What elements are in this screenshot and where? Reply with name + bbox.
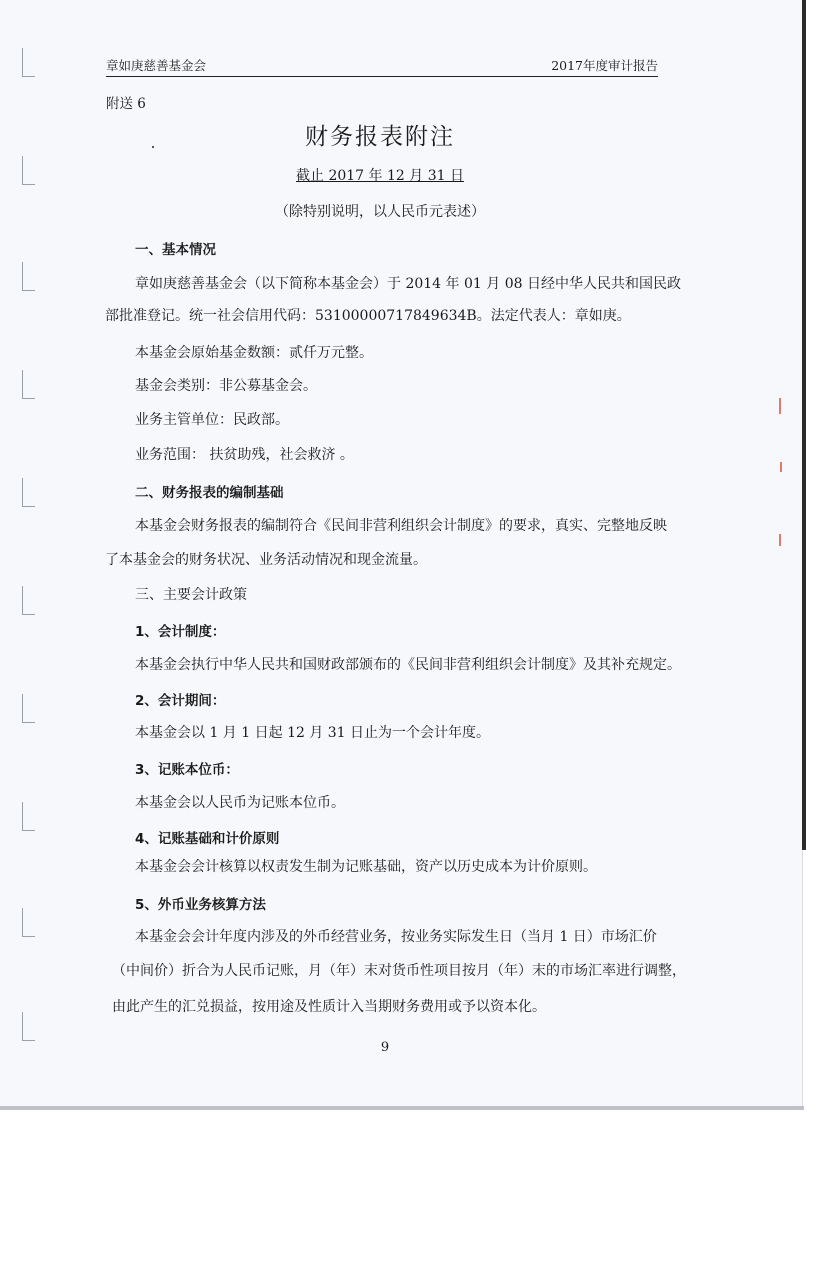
- paragraph-line: 本基金会财务报表的编制符合《民间非营利组织会计制度》的要求，真实、完整地反映: [135, 518, 667, 534]
- paragraph-line: 本基金会执行中华人民共和国财政部颁布的《民间非营利组织会计制度》及其补充规定。: [135, 657, 681, 673]
- page-right-edge: [802, 0, 806, 850]
- paragraph-line: 业务主管单位：民政部。: [135, 412, 289, 428]
- margin-mark: [22, 694, 35, 723]
- margin-mark: [22, 478, 35, 507]
- page-header: [106, 54, 658, 77]
- subsection-heading: 5、外币业务核算方法: [135, 897, 266, 913]
- margin-mark: [22, 908, 35, 937]
- subsection-heading: 3、记账本位币：: [135, 762, 239, 778]
- seal-fragment: [779, 398, 781, 414]
- paragraph-line: 本基金会以人民币为记账本位币。: [135, 795, 345, 811]
- subsection-heading: 4、记账基础和计价原则: [135, 831, 280, 847]
- paragraph-line: 由此产生的汇兑损益，按用途及性质计入当期财务费用或予以资本化。: [112, 999, 546, 1015]
- margin-mark: [22, 370, 35, 399]
- paragraph-line: 本基金会会计核算以权责发生制为记账基础，资产以历史成本为计价原则。: [135, 859, 597, 875]
- paragraph-line: 业务范围： 扶贫助残，社会救济 。: [135, 447, 354, 463]
- paragraph-line: 本基金会会计年度内涉及的外币经营业务，按业务实际发生日（当月 1 日）市场汇价: [135, 929, 657, 945]
- section-heading: 一、基本情况: [135, 242, 216, 258]
- margin-mark: [22, 48, 35, 77]
- paragraph-line: 了本基金会的财务状况、业务活动情况和现金流量。: [105, 552, 427, 568]
- date-text: 截止 2017 年 12 月 31 日: [296, 168, 464, 184]
- header-org: 章如庚慈善基金会: [106, 58, 207, 73]
- seal-fragment: [779, 534, 781, 546]
- subsection-heading: 1、会计制度：: [135, 624, 226, 640]
- subsection-heading: 2、会计期间：: [135, 693, 226, 709]
- document-title: 财务报表附注: [305, 124, 455, 150]
- date-line: [0, 165, 760, 185]
- section-heading: 三、主要会计政策: [135, 587, 247, 603]
- header-report: 2017年度审计报告: [551, 58, 658, 73]
- margin-mark: [22, 1012, 35, 1041]
- paragraph-line: （中间价）折合为人民币记账，月（年）末对货币性项目按月（年）末的市场汇率进行调整，: [112, 963, 686, 979]
- attachment-label: 附送 6: [106, 96, 146, 112]
- margin-mark: [22, 262, 35, 291]
- page-bottom-edge: [0, 1106, 804, 1110]
- section-heading: 二、财务报表的编制基础: [135, 485, 284, 501]
- margin-mark: [22, 802, 35, 831]
- paragraph-line: 章如庚慈善基金会（以下简称本基金会）于 2014 年 01 月 08 日经中华人民共和国民政: [135, 276, 681, 292]
- margin-mark: [22, 586, 35, 615]
- paragraph-line: 本基金会原始基金数额：贰仟万元整。: [135, 345, 373, 361]
- paragraph-line: 基金会类别：非公募基金会。: [135, 378, 317, 394]
- page-number: 9: [380, 1040, 390, 1055]
- paragraph-line: 部批准登记。统一社会信用代码：53100000717849634B。法定代表人：章如庚。: [105, 308, 631, 324]
- seal-fragment: [780, 462, 782, 472]
- currency-note: （除特别说明，以人民币元表述）: [275, 204, 485, 220]
- paragraph-line: 本基金会以 1 月 1 日起 12 月 31 日止为一个会计年度。: [135, 725, 491, 741]
